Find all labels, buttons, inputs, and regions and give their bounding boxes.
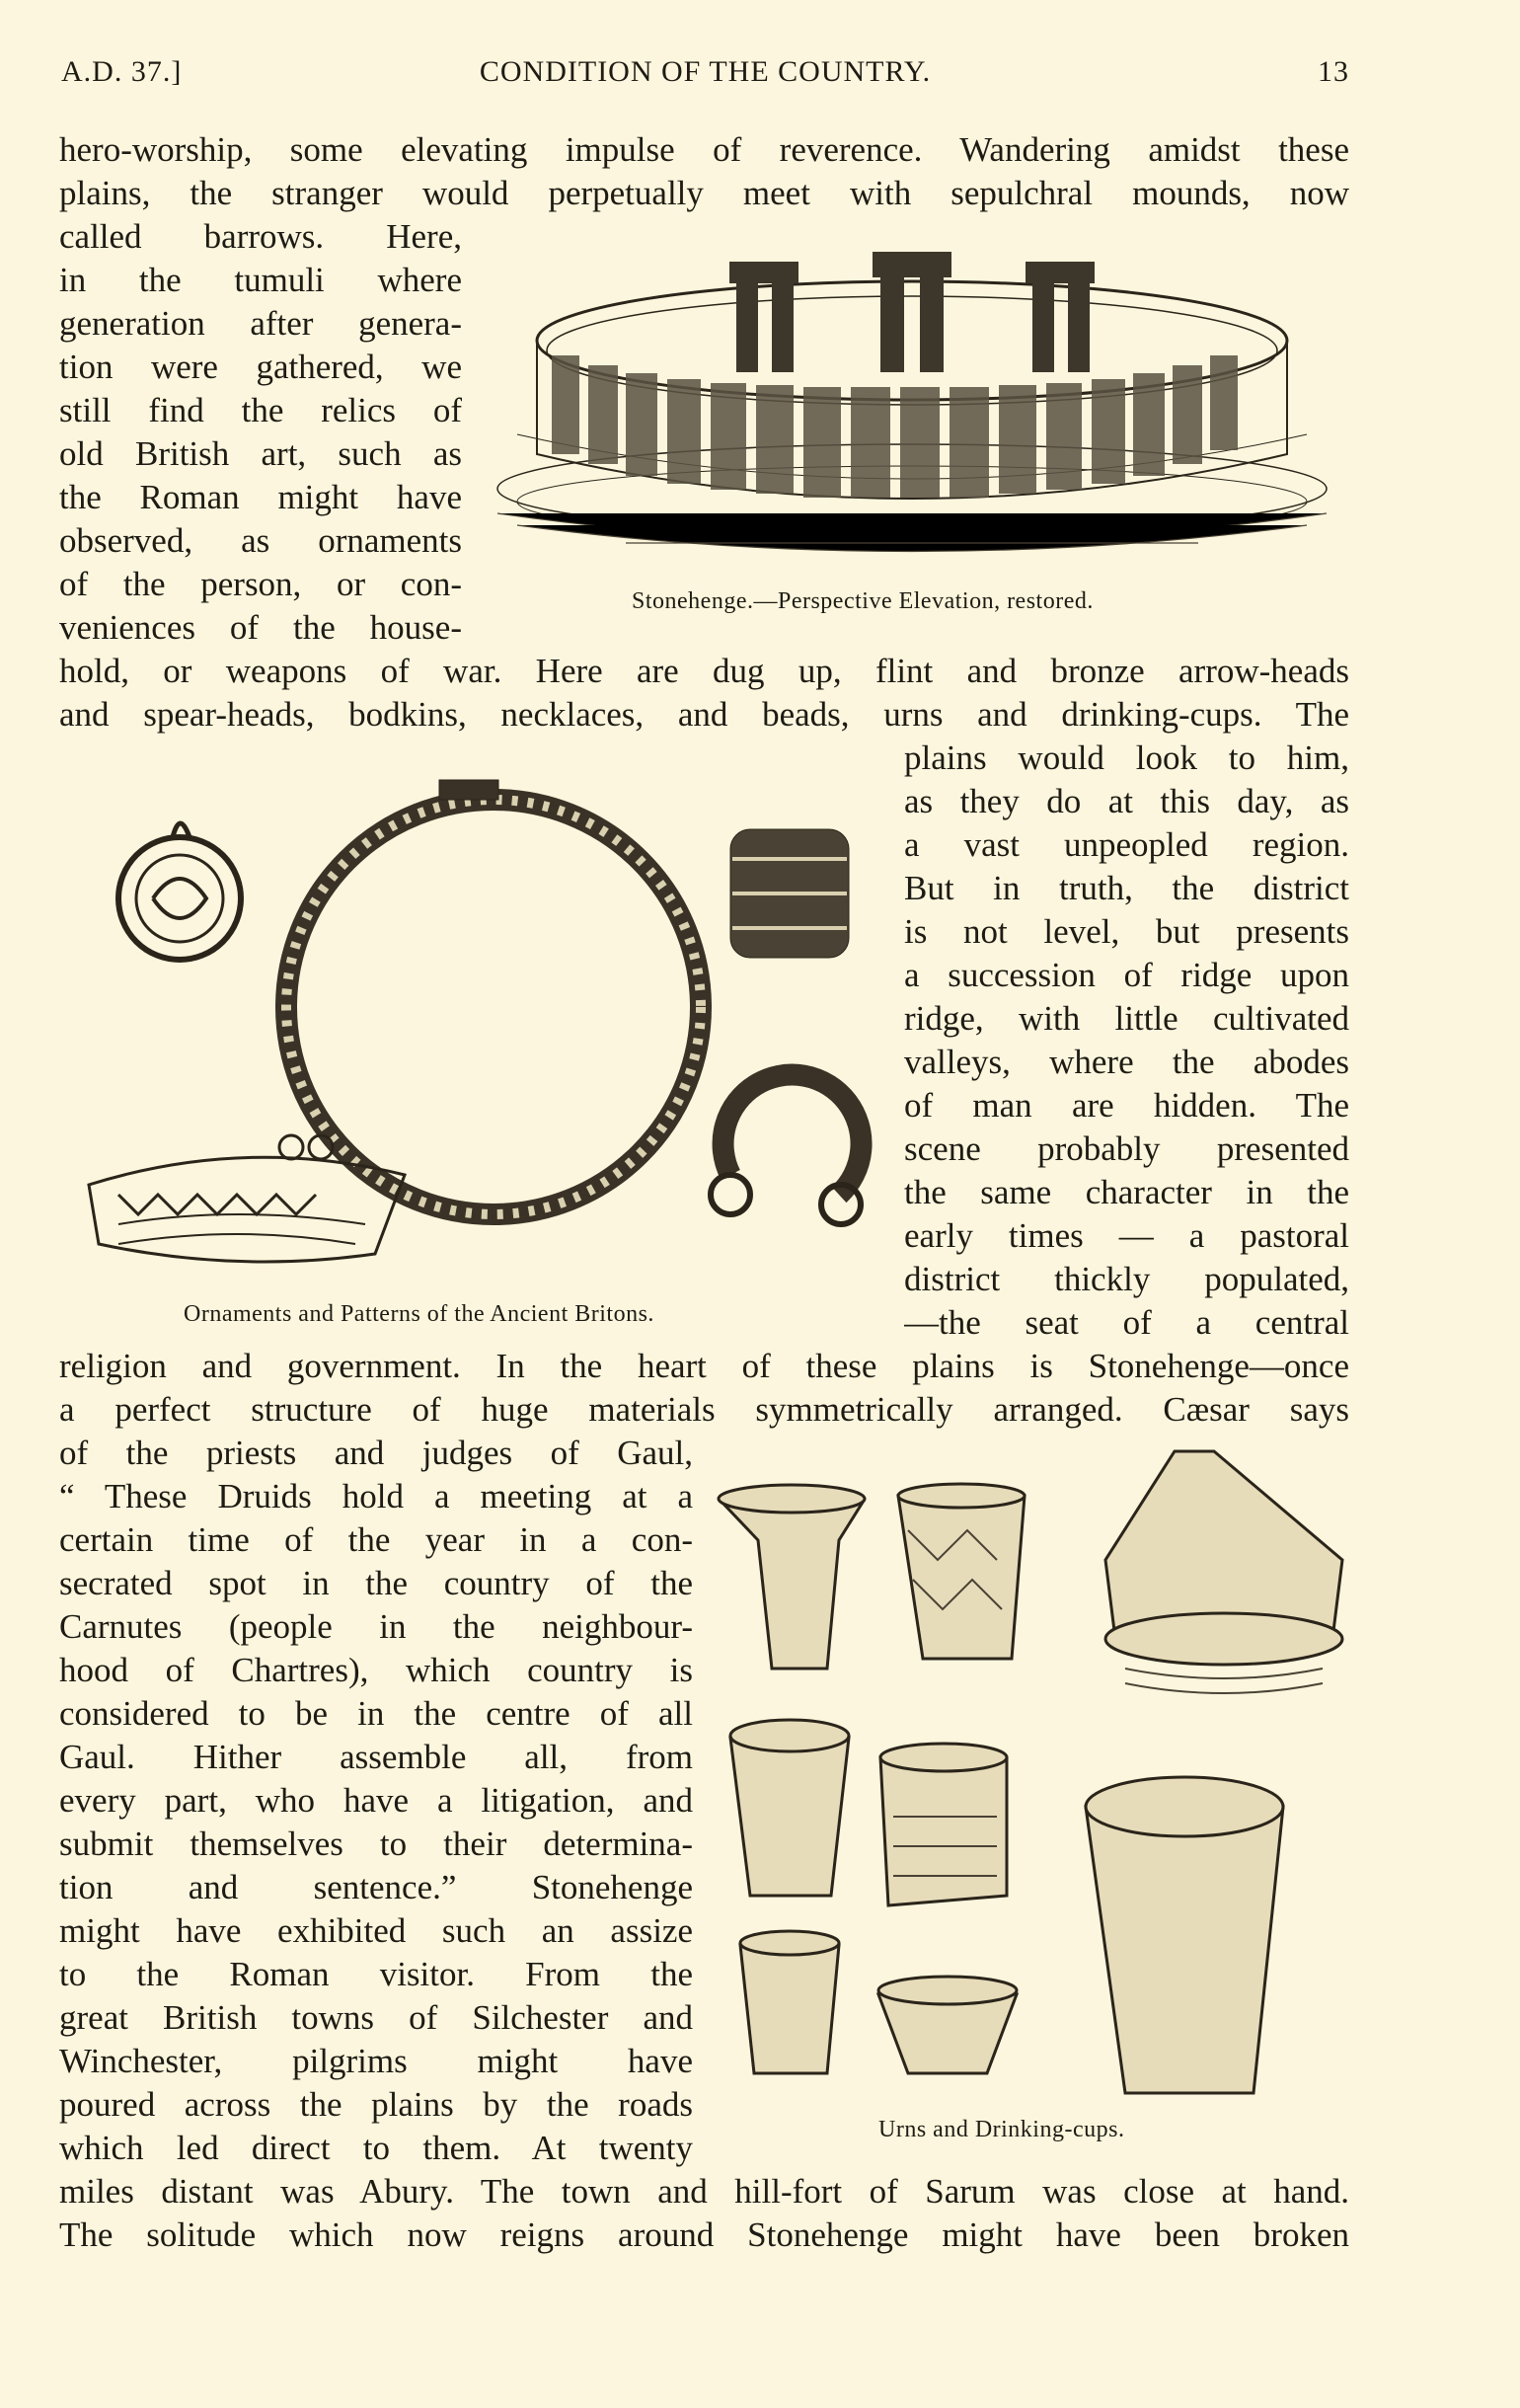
text-line: —the seat of a central	[904, 1303, 1349, 1342]
text-line: old British art, such as	[59, 434, 462, 473]
text-line: might have exhibited such an assize	[59, 1911, 693, 1950]
urns-caption: Urns and Drinking-cups.	[878, 2117, 1125, 2142]
text-line: district thickly populated,	[904, 1260, 1349, 1298]
stonehenge-illustration	[478, 247, 1346, 563]
text-line: tion and sentence.” Stonehenge	[59, 1868, 693, 1906]
text-line: of the person, or con-	[59, 565, 462, 603]
text-line: “ These Druids hold a meeting at a	[59, 1477, 693, 1515]
stonehenge-caption: Stonehenge.—Perspective Elevation, restored.	[632, 588, 1094, 614]
text-line: still find the relics of	[59, 391, 462, 429]
text-line: hero-worship, some elevating impulse of reverence. Wandering amidst these	[59, 130, 1349, 169]
text-line: early times — a pastoral	[904, 1216, 1349, 1255]
text-line: valleys, where the abodes	[904, 1043, 1349, 1081]
text-line: which led direct to them. At twenty	[59, 2129, 693, 2167]
text-line: secrated spot in the country of the	[59, 1564, 693, 1602]
ornaments-illustration	[79, 760, 888, 1293]
text-line: great British towns of Silchester and	[59, 1998, 693, 2037]
text-line: is not level, but presents	[904, 912, 1349, 951]
ornaments-caption: Ornaments and Patterns of the Ancient Britons.	[184, 1301, 654, 1327]
text-line: hood of Chartres), which country is	[59, 1651, 693, 1689]
header-date: A.D. 37.]	[61, 55, 183, 88]
text-line: Carnutes (people in the neighbour-	[59, 1607, 693, 1646]
text-line: to the Roman visitor. From the	[59, 1955, 693, 1993]
urns-illustration	[711, 1441, 1352, 2113]
text-line: a vast unpeopled region.	[904, 825, 1349, 864]
text-line: of the priests and judges of Gaul,	[59, 1434, 693, 1472]
text-line: miles distant was Abury. The town and hill-fort of Sarum was close at hand.	[59, 2172, 1349, 2211]
text-line: generation after genera-	[59, 304, 462, 343]
text-line: observed, as ornaments	[59, 521, 462, 560]
text-line: and spear-heads, bodkins, necklaces, and beads, urns and drinking-cups. The	[59, 695, 1349, 734]
text-line: veniences of the house-	[59, 608, 462, 647]
text-line: tion were gathered, we	[59, 348, 462, 386]
text-line: in the tumuli where	[59, 261, 462, 299]
text-line: plains would look to him,	[904, 738, 1349, 777]
text-line: scene probably presented	[904, 1129, 1349, 1168]
text-line: certain time of the year in a con-	[59, 1520, 693, 1559]
text-line: a perfect structure of huge materials symmetrically arranged. Cæsar says	[59, 1390, 1349, 1429]
text-line: plains, the stranger would perpetually meet with sepulchral mounds, now	[59, 174, 1349, 212]
text-line: poured across the plains by the roads	[59, 2085, 693, 2124]
text-line: The solitude which now reigns around Stonehenge might have been broken	[59, 2215, 1349, 2254]
text-line: as they do at this day, as	[904, 782, 1349, 820]
text-line: every part, who have a litigation, and	[59, 1781, 693, 1820]
running-header	[61, 55, 1349, 99]
text-line: of man are hidden. The	[904, 1086, 1349, 1125]
text-line: the Roman might have	[59, 478, 462, 516]
text-line: submit themselves to their determina-	[59, 1825, 693, 1863]
text-line: considered to be in the centre of all	[59, 1694, 693, 1733]
page-number: 13	[1318, 55, 1349, 88]
text-line: the same character in the	[904, 1173, 1349, 1211]
text-line: ridge, with little cultivated	[904, 999, 1349, 1038]
text-line: Winchester, pilgrims might have	[59, 2042, 693, 2080]
text-line: But in truth, the district	[904, 869, 1349, 907]
text-line: religion and government. In the heart of these plains is Stonehenge—once	[59, 1347, 1349, 1385]
text-line: Gaul. Hither assemble all, from	[59, 1738, 693, 1776]
text-line: a succession of ridge upon	[904, 956, 1349, 994]
header-title: CONDITION OF THE COUNTRY.	[479, 55, 932, 88]
text-line: hold, or weapons of war. Here are dug up, flint and bronze arrow-heads	[59, 652, 1349, 690]
text-line: called barrows. Here,	[59, 217, 462, 256]
